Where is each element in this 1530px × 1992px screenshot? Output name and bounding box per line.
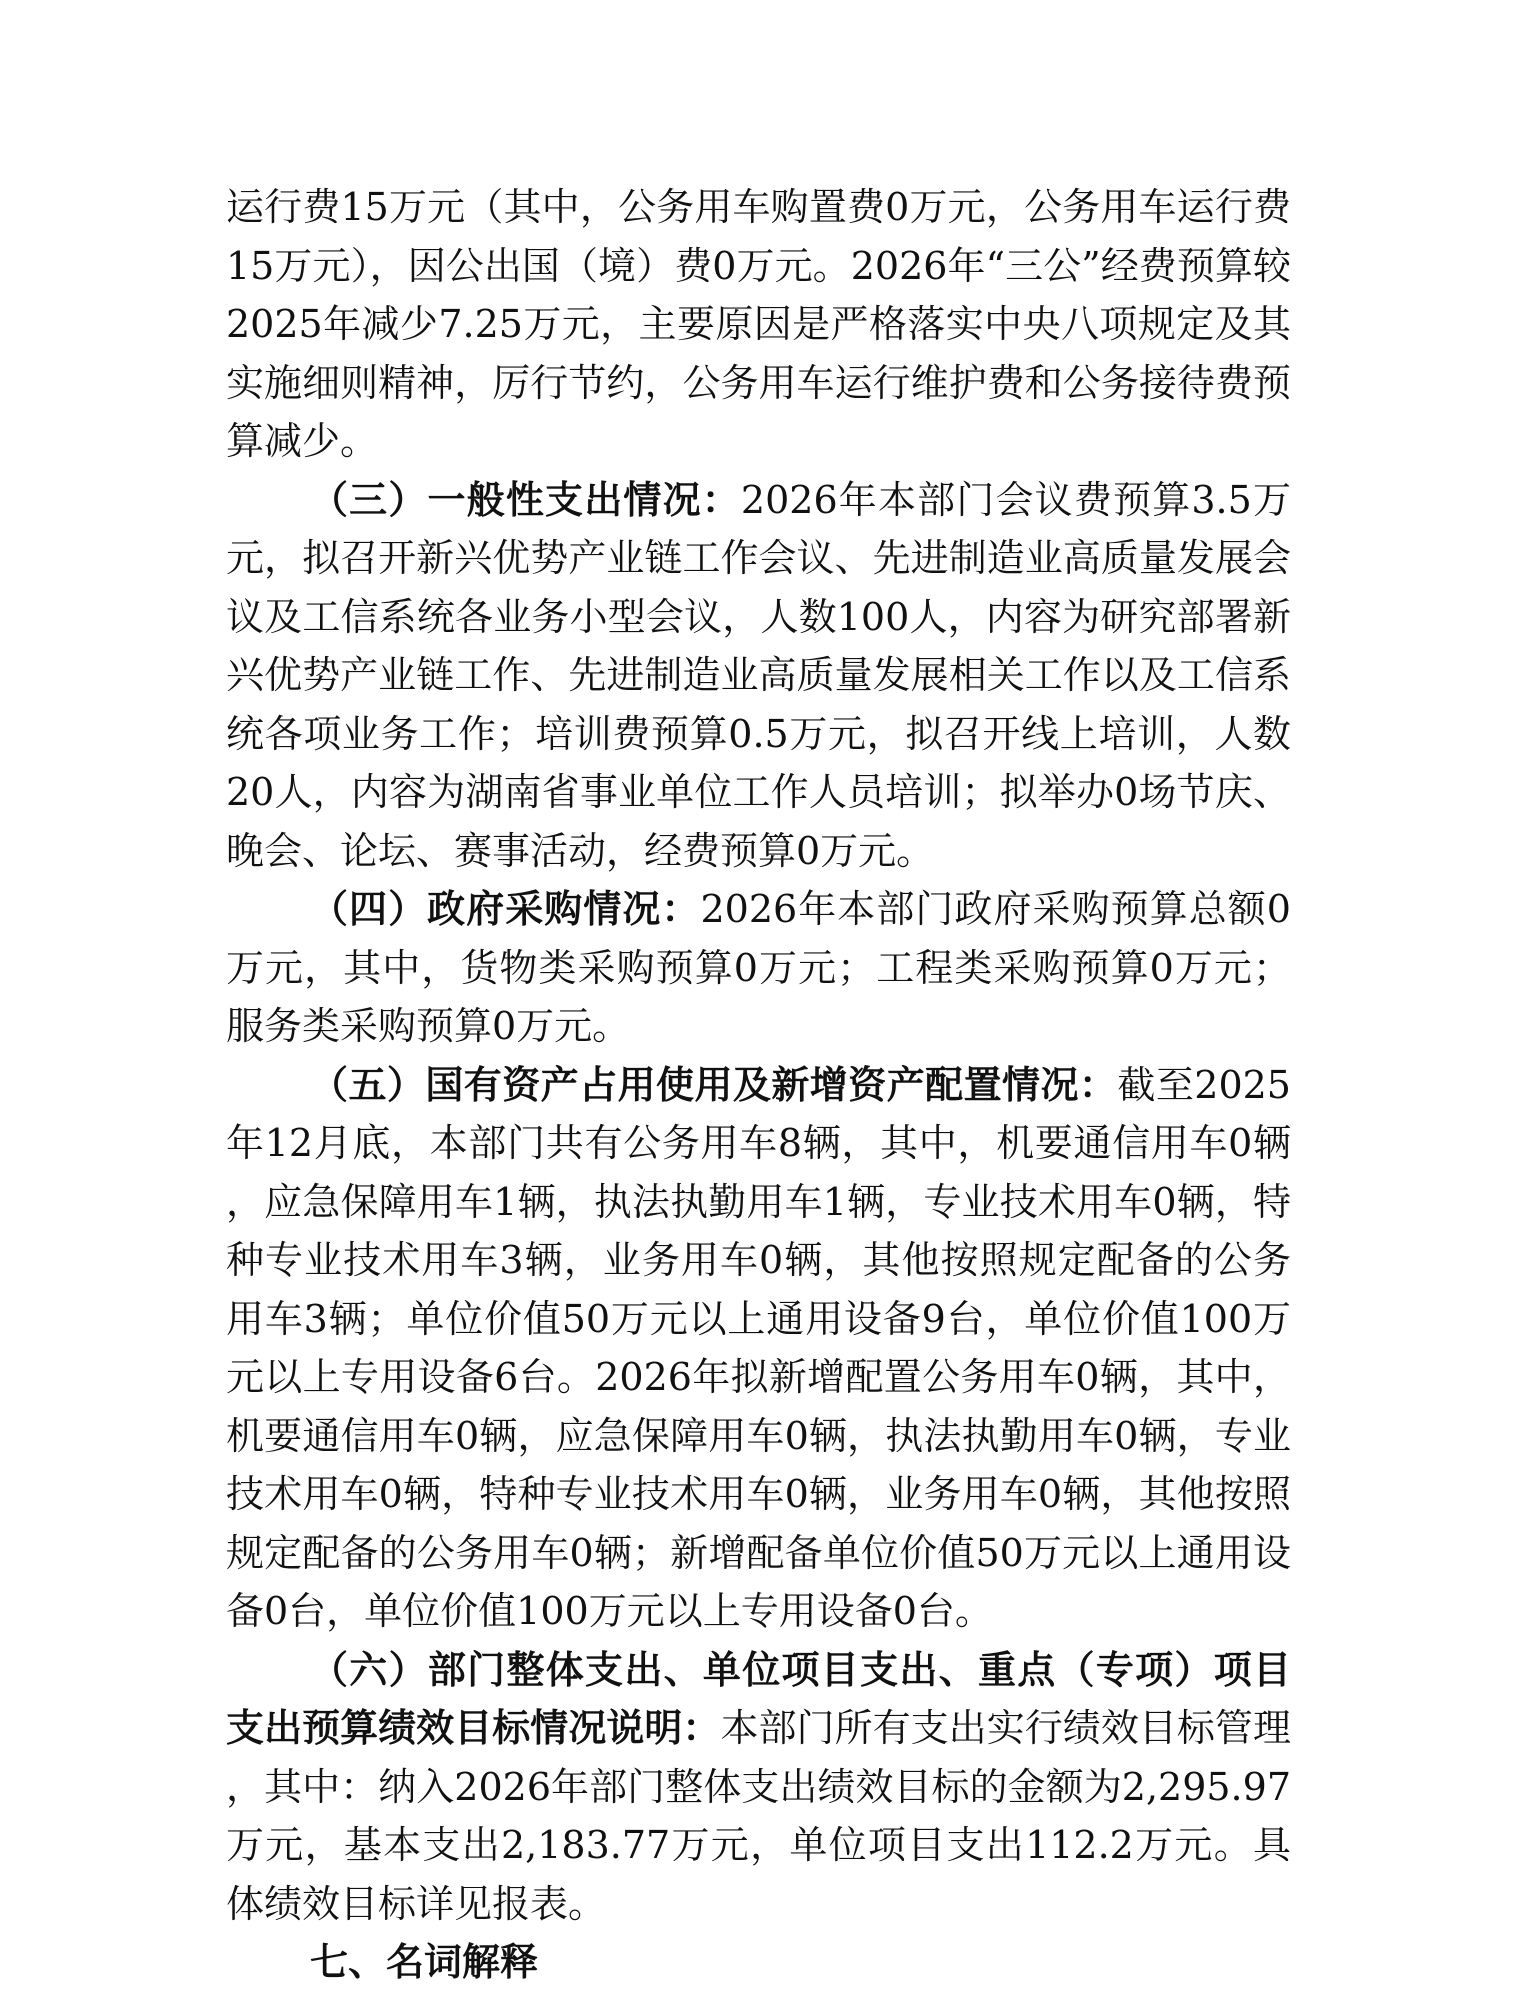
- paragraph-government-procurement: [226, 880, 1291, 1056]
- paragraph-general-expenditure: [226, 471, 1291, 881]
- paragraph-text: 2026年本部门政府采购预算总额0万元，其中，货物类采购预算0万元；工程类采购预算0万元；服务类采购预算0万元。: [226, 887, 1291, 1048]
- paragraph-text: 2026年本部门会议费预算3.5万元，拟召开新兴优势产业链工作会议、先进制造业高质量发展会议及工信系统各业务小型会议，人数100人，内容为研究部署新兴优势产业链工作、先进制造业高质量发展相关工作以及工信系统各项业务工作；培训费预算0.5万元，拟召开线上培训，人数20人，内容为湖南省事业单位工作人员培训；拟举办0场节庆、晚会、论坛、赛事活动，经费预算0万元。: [226, 477, 1291, 873]
- paragraph-state-assets: [226, 1056, 1291, 1641]
- paragraph-sangong-expenses: [226, 178, 1291, 471]
- paragraph-heading: （五）国有资产占用使用及新增资产配置情况：: [310, 1061, 1118, 1107]
- paragraph-heading: （六）部门整体支出、单位项目支出、重点（专项）项目支出预算绩效目标情况说明：: [226, 1646, 1291, 1750]
- paragraph-heading: （四）政府采购情况：: [310, 886, 701, 931]
- paragraph-performance-targets: [226, 1641, 1291, 1934]
- paragraph-text: 本部门所有支出实行绩效目标管理，其中：纳入2026年部门整体支出绩效目标的金额为2,295.97万元，基本支出2,183.77万元，单位项目支出112.2万元。具体绩效目标详见报表。: [226, 1706, 1291, 1926]
- paragraph-heading: （三）一般性支出情况：: [310, 476, 741, 522]
- paragraph-text: 运行费15万元（其中，公务用车购置费0万元，公务用车运行费15万元），因公出国（境）费0万元。2026年“三公”经费预算较2025年减少7.25万元，主要原因是严格落实中央八项规定及其实施细则精神，厉行节约，公务用车运行维护费和公务接待费预算减少。: [226, 185, 1291, 463]
- paragraph-text: 截至2025年12月底，本部门共有公务用车8辆，其中，机要通信用车0辆，应急保障用车1辆，执法执勤用车1辆，专业技术用车0辆，特种专业技术用车3辆，业务用车0辆，其他按照规定配备的公务用车3辆；单位价值50万元以上通用设备9台，单位价值100万元以上专用设备6台。2026年拟新增配置公务用车0辆，其中，机要通信用车0辆，应急保障用车0辆，执法执勤用车0辆，专业技术用车0辆，特种专业技术用车0辆，业务用车0辆，其他按照规定配备的公务用车0辆；新增配备单位价值50万元以上通用设备0台，单位价值100万元以上专用设备0台。: [226, 1062, 1291, 1633]
- section-heading-glossary: 七、名词解释: [310, 1939, 539, 1984]
- document-body: [226, 178, 1291, 1992]
